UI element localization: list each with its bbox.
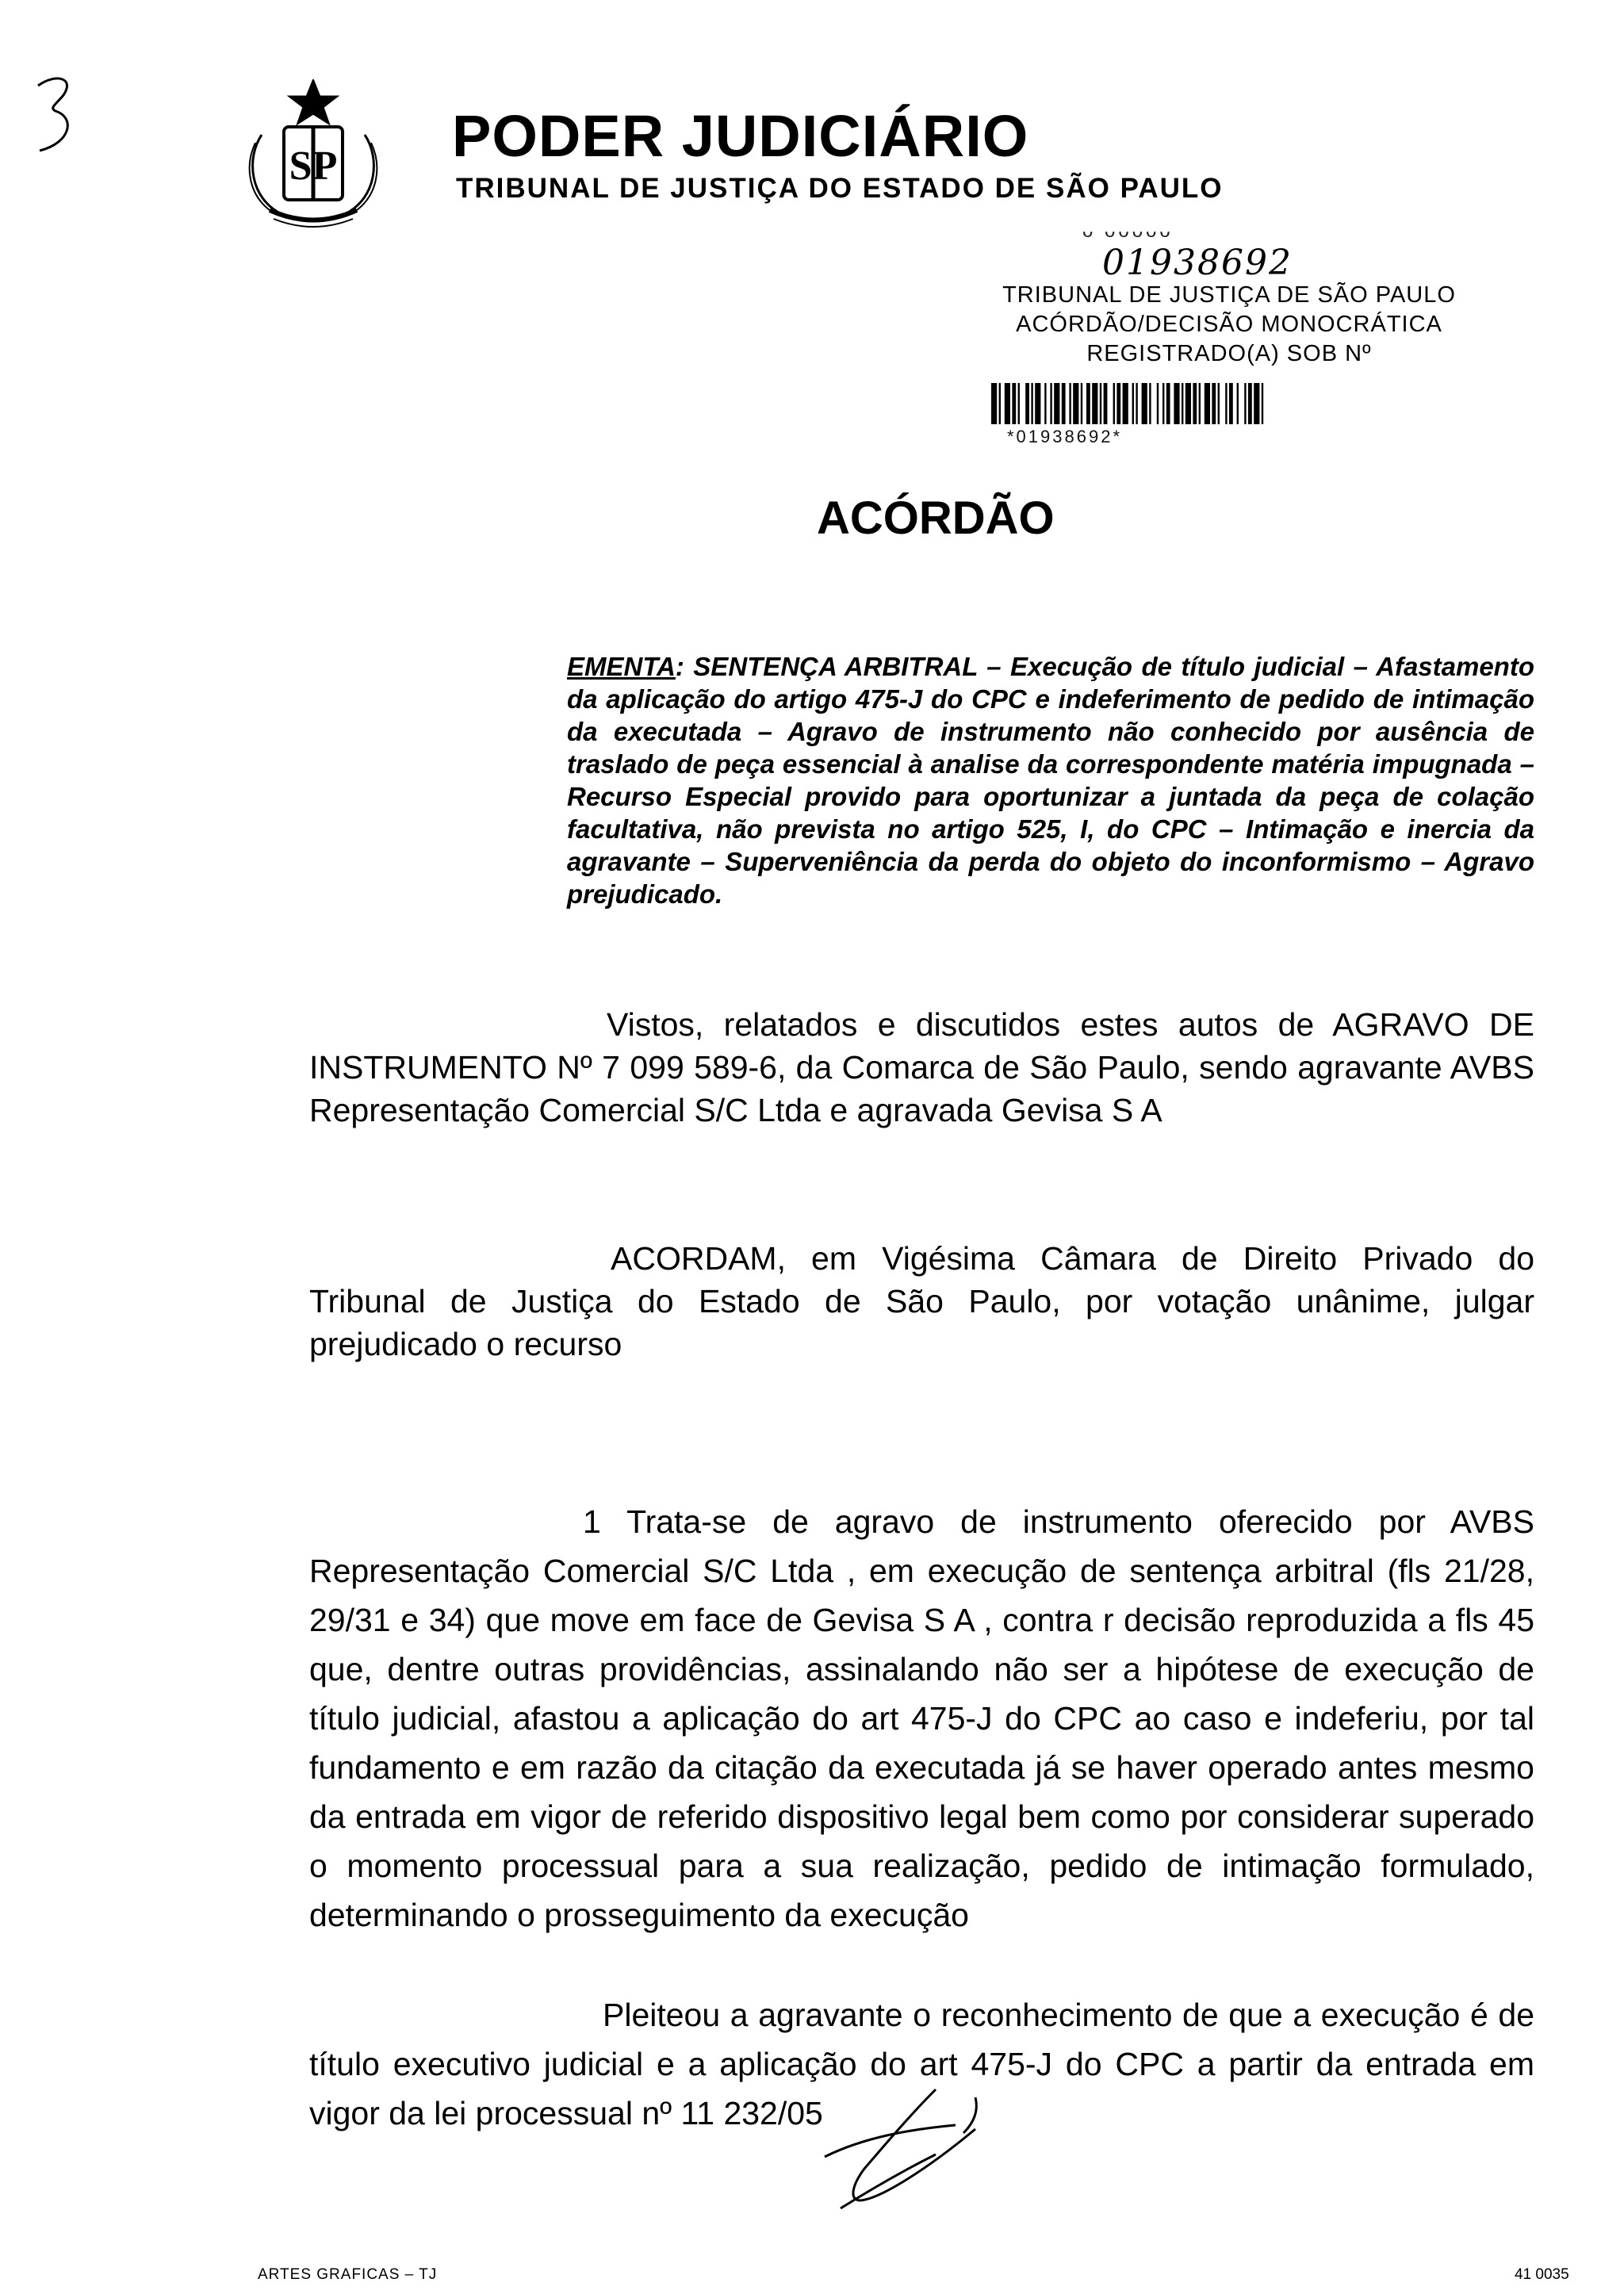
barcode-bar xyxy=(1092,383,1097,424)
barcode-bar xyxy=(1100,383,1101,424)
barcode-bar xyxy=(1225,383,1227,424)
barcode-bar xyxy=(1162,383,1164,424)
acordam-paragraph: ACORDAM, em Vigésima Câmara de Direito Privado do Tribunal de Justiça do Estado de São Paulo, por votação unânime, julgar prejudicado o recurso xyxy=(309,1240,1534,1362)
barcode-bar xyxy=(1149,383,1151,424)
barcode-bar xyxy=(1081,383,1082,424)
vistos-paragraph: Vistos, relatados e discutidos estes autos de AGRAVO DE INSTRUMENTO Nº 7 099 589-6, da Comarca de São Paulo, sendo agravante AVBS Representação Comercial S/C Ltda e agravada Gevisa S A xyxy=(309,1006,1534,1128)
barcode-bar xyxy=(1193,383,1197,424)
footer-printer-label: ARTES GRAFICAS – TJ xyxy=(258,2266,438,2283)
document-title: ACÓRDÃO xyxy=(817,492,1055,544)
barcode-bar xyxy=(1035,383,1040,424)
barcode-bar xyxy=(1025,383,1029,424)
barcode-bar xyxy=(1174,383,1179,424)
barcode-bar xyxy=(1018,383,1020,424)
barcode-bar xyxy=(1205,383,1210,424)
barcode-bar xyxy=(1142,383,1147,424)
footer-form-code: 41 0035 xyxy=(1515,2266,1569,2283)
barcode-bar xyxy=(1044,383,1046,424)
barcode-bar xyxy=(1005,383,1010,424)
barcode-bar xyxy=(1073,383,1078,424)
barcode-bar xyxy=(1182,383,1183,424)
barcode-bar xyxy=(1185,383,1191,424)
barcode-bar xyxy=(1244,383,1246,424)
svg-text:01938692: 01938692 xyxy=(1102,243,1293,283)
barcode-bar xyxy=(999,383,1001,424)
barcode-bar xyxy=(1136,383,1137,424)
ementa-label: EMENTA xyxy=(567,652,676,681)
ementa-summary xyxy=(567,650,1534,910)
handwritten-page-number xyxy=(32,71,87,159)
barcode-bar xyxy=(1050,383,1051,424)
barcode-bar xyxy=(1157,383,1159,424)
barcode xyxy=(991,383,1419,424)
barcode-bar xyxy=(1212,383,1216,424)
barcode-bar xyxy=(1031,383,1032,424)
barcode-bar xyxy=(1262,383,1263,424)
barcode-bar xyxy=(1104,383,1108,424)
barcode-bar xyxy=(1012,383,1016,424)
barcode-text: *01938692* xyxy=(1007,427,1123,446)
barcode-bar xyxy=(1166,383,1170,424)
barcode-bar xyxy=(1237,383,1239,424)
report-paragraph-2: Pleiteou a agravante o reconhecimento de que a execução é de título executivo judicial e a aplicação do art 475-J do CPC a partir da entrada em vigor da lei processual nº 11 232/05 xyxy=(309,1997,1534,2131)
registration-top-marks: ᴗ ᴗᴗᴗᴗᴗ xyxy=(1082,220,1174,242)
court-header-title: PODER JUDICIÁRIO xyxy=(452,103,1029,169)
barcode-bar xyxy=(1248,383,1252,424)
barcode-bar xyxy=(1218,383,1220,424)
report-paragraph-1: 1 Trata-se de agravo de instrumento oferecido por AVBS Representação Comercial S/C Ltda , em execução de sentença arbitral (fls 21/28, 29/31 e 34) que move em face de Gevisa S A , contra r decisão reproduzida a fls 45 que, dentre outras providências, assinalando não ser a hipótese de execução de título judicial, afastou a aplicação do art 475-J do CPC ao caso e indeferiu, por tal fundamento e em razão da citação da executada já se haver operado antes mesmo da entrada em vigor de referido dispositivo legal bem como por considerar superado o momento processual para a sua realização, pedido de intimação formulado, determinando o prosseguimento da execução xyxy=(309,1503,1534,1933)
barcode-bar xyxy=(1086,383,1090,424)
barcode-bar xyxy=(1254,383,1259,424)
barcode-bar xyxy=(1116,383,1120,424)
registration-type-line: ACÓRDÃO/DECISÃO MONOCRÁTICA xyxy=(1016,312,1442,337)
registration-court-line: TRIBUNAL DE JUSTIÇA DE SÃO PAULO xyxy=(1002,282,1456,308)
barcode-bar xyxy=(1229,383,1233,424)
registration-number-label: REGISTRADO(A) SOB Nº xyxy=(1086,341,1372,366)
barcode-bar xyxy=(1062,383,1066,424)
barcode-bar xyxy=(1054,383,1059,424)
handwritten-signature xyxy=(817,2081,999,2216)
sao-paulo-coat-of-arms-icon xyxy=(238,79,389,230)
barcode-bar xyxy=(1132,383,1134,424)
emblem-letters: SP xyxy=(289,144,338,189)
barcode-bar xyxy=(1069,383,1071,424)
barcode-bar xyxy=(1113,383,1115,424)
ementa-text: : SENTENÇA ARBITRAL – Execução de título judicial – Afastamento da aplicação do artigo 475-J do CPC e indeferimento de pedido de intimação da executada – Agravo de instrumento não conhecido por ausência de traslado de peça essencial à analise da correspondente matéria impugnada – Recurso Especial provido para oportunizar a juntada da peça de colação facultativa, não prevista no artigo 525, I, do CPC – Intimação e inercia da agravante – Superveniência da perda do objeto do inconformismo – Agravo prejudicado. xyxy=(567,652,1534,909)
barcode-bar xyxy=(1199,383,1201,424)
court-header-subtitle: TRIBUNAL DE JUSTIÇA DO ESTADO DE SÃO PAULO xyxy=(456,173,1224,204)
barcode-bar xyxy=(1123,383,1128,424)
barcode-bar xyxy=(991,383,997,424)
